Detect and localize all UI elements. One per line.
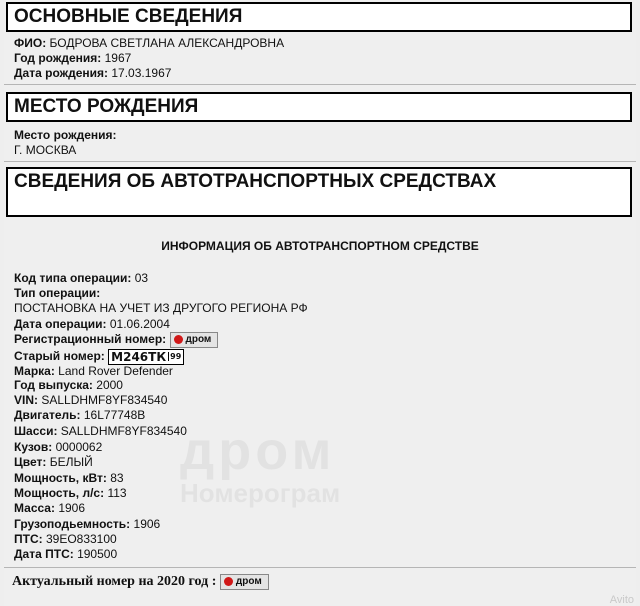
payload-label: Грузоподьемность: xyxy=(14,517,131,531)
drom-logo-icon xyxy=(224,577,233,586)
op-type-value: ПОСТАНОВКА НА УЧЕТ ИЗ ДРУГОГО РЕГИОНА РФ xyxy=(14,301,308,315)
section-title-main: ОСНОВНЫЕ СВЕДЕНИЯ xyxy=(14,6,243,27)
actual-plate-row xyxy=(12,574,269,590)
vin-row xyxy=(14,393,167,407)
fio-row xyxy=(14,36,284,50)
mass-row xyxy=(14,501,85,515)
power-hp-label: Мощность, л/с: xyxy=(14,486,105,500)
vehicle-info-subtitle: ИНФОРМАЦИЯ ОБ АВТОТРАНСПОРТНОМ СРЕДСТВЕ xyxy=(161,239,479,253)
actual-plate xyxy=(220,574,269,590)
power-hp-row xyxy=(14,486,127,500)
actual-plate-logo-text: дром xyxy=(235,576,262,587)
engine-label: Двигатель: xyxy=(14,408,81,422)
year-value: 2000 xyxy=(96,378,123,392)
watermark-logo: дром xyxy=(180,421,336,481)
make-value: Land Rover Defender xyxy=(58,364,173,378)
vin-value: SALLDHMF8YF834540 xyxy=(41,393,168,407)
pts-date-value: 190500 xyxy=(77,547,118,561)
pts-value: 39ЕО833100 xyxy=(45,532,117,546)
divider xyxy=(4,84,636,85)
drom-logo-icon xyxy=(174,335,183,344)
year-label: Год выпуска: xyxy=(14,378,93,392)
birthplace-value: Г. МОСКВА xyxy=(14,143,77,157)
birth-year-label: Год рождения: xyxy=(14,51,102,65)
fio-label: ФИО: xyxy=(14,36,47,50)
section-header-vehicles xyxy=(6,167,632,217)
avito-watermark: Avito xyxy=(609,594,634,606)
birth-year-value: 1967 xyxy=(104,51,132,65)
reg-number-label: Регистрационный номер: xyxy=(14,332,167,347)
birth-year-row xyxy=(14,51,131,65)
pts-date-label: Дата ПТС: xyxy=(14,547,74,561)
section-title-birthplace: МЕСТО РОЖДЕНИЯ xyxy=(14,96,199,117)
pts-row xyxy=(14,532,117,546)
power-hp-value: 113 xyxy=(107,486,127,500)
section-title-vehicles: СВЕДЕНИЯ ОБ АВТОТРАНСПОРТНЫХ СРЕДСТВАХ xyxy=(14,171,497,192)
birthplace-value-row xyxy=(14,143,76,157)
color-value: БЕЛЫЙ xyxy=(49,455,93,469)
divider xyxy=(4,161,636,162)
old-number-region: 99 xyxy=(170,352,182,361)
birthplace-label-row xyxy=(14,128,117,142)
watermark-subtext: Номерограм xyxy=(180,478,341,508)
old-number-plate xyxy=(108,349,184,365)
plate-logo-text: дром xyxy=(185,334,212,345)
op-type-label: Тип операции: xyxy=(14,286,101,300)
chassis-value: SALLDHMF8YF834540 xyxy=(60,424,187,438)
color-label: Цвет: xyxy=(14,455,47,469)
engine-row xyxy=(14,408,145,422)
actual-plate-label: Актуальный номер на 2020 год : xyxy=(12,574,217,590)
body-label: Кузов: xyxy=(14,440,53,454)
birth-date-value: 17.03.1967 xyxy=(111,66,172,80)
payload-value: 1906 xyxy=(133,517,161,531)
mass-value: 1906 xyxy=(58,501,86,515)
old-number-value: М246ТК xyxy=(111,350,167,364)
op-date-row xyxy=(14,317,170,331)
op-type-label-row xyxy=(14,286,100,300)
engine-value: 16L77748B xyxy=(83,408,146,422)
birthplace-label: Место рождения: xyxy=(14,128,117,142)
reg-number-row xyxy=(14,332,218,348)
op-code-label: Код типа операции: xyxy=(14,271,132,285)
power-kw-label: Мощность, кВт: xyxy=(14,471,107,485)
birth-date-row xyxy=(14,66,171,80)
make-label: Марка: xyxy=(14,364,55,378)
section-header-main xyxy=(6,2,632,32)
pts-label: ПТС: xyxy=(14,532,43,546)
old-number-row xyxy=(14,349,184,365)
make-row xyxy=(14,364,173,378)
op-code-value: 03 xyxy=(134,271,149,285)
power-kw-row xyxy=(14,471,124,485)
section-header-birthplace xyxy=(6,92,632,122)
pts-date-row xyxy=(14,547,117,561)
op-date-label: Дата операции: xyxy=(14,317,107,331)
fio-value: БОДРОВА СВЕТЛАНА АЛЕКСАНДРОВНА xyxy=(49,36,285,50)
birth-date-label: Дата рождения: xyxy=(14,66,109,80)
op-type-value-row xyxy=(14,301,308,315)
reg-number-plate xyxy=(170,332,219,348)
chassis-label: Шасси: xyxy=(14,424,58,438)
op-date-value: 01.06.2004 xyxy=(109,317,170,331)
color-row xyxy=(14,455,93,469)
power-kw-value: 83 xyxy=(110,471,124,485)
old-number-label: Старый номер: xyxy=(14,349,105,364)
op-code-row xyxy=(14,271,148,285)
body-row xyxy=(14,440,102,454)
payload-row xyxy=(14,517,160,531)
body-value: 0000062 xyxy=(55,440,103,454)
mass-label: Масса: xyxy=(14,501,55,515)
year-row xyxy=(14,378,123,392)
chassis-row xyxy=(14,424,187,438)
divider xyxy=(4,567,636,568)
vin-label: VIN: xyxy=(14,393,38,407)
